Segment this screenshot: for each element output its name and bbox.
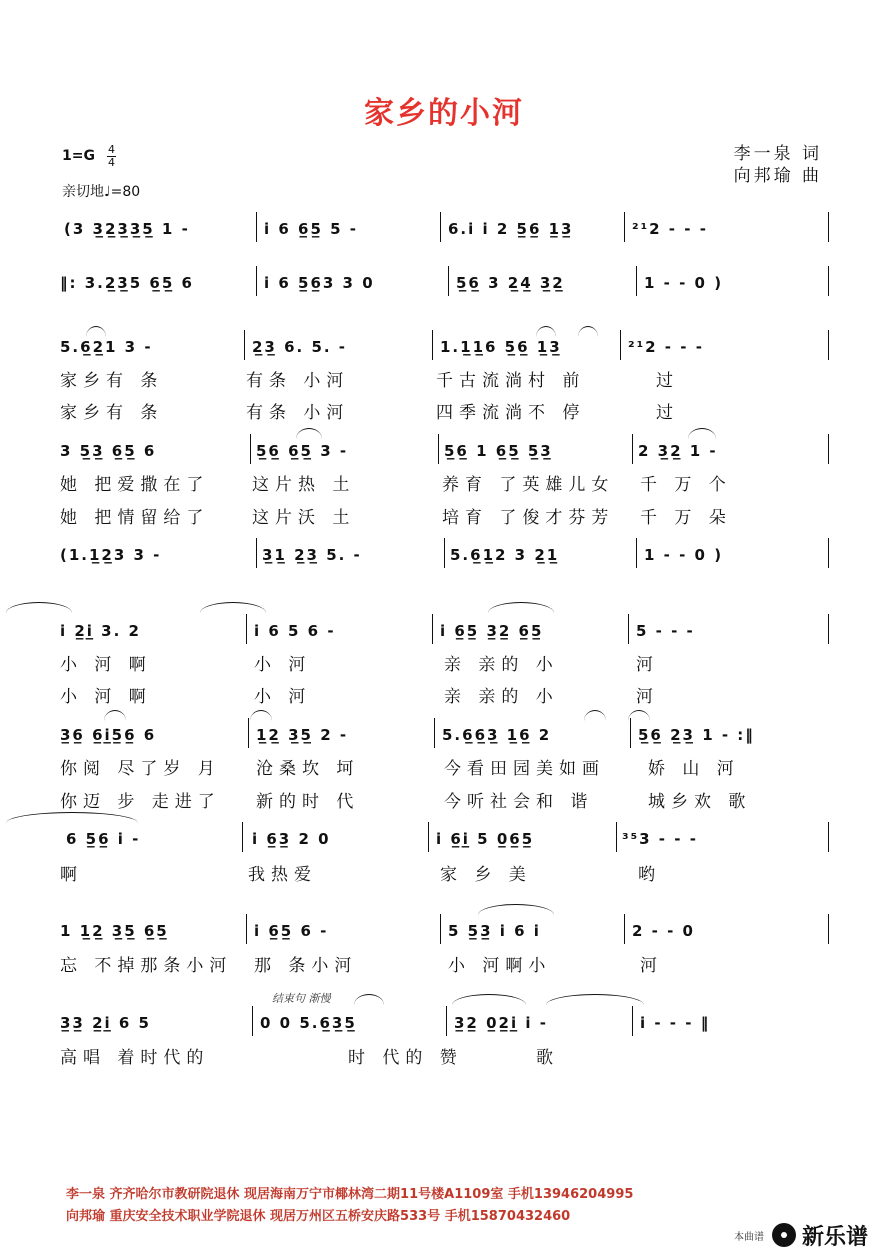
lyric: 啊 (60, 865, 83, 885)
lyric: 今看田园美如画 (444, 759, 605, 779)
lyric: 河 (640, 956, 663, 976)
measure: i - - - ‖ (640, 1014, 711, 1032)
lyric: 你迈 步 走进了 (60, 792, 221, 812)
lyric: 千古流淌村 前 (436, 371, 586, 391)
measure: 5̲6̲ 3 2̲4̲ 3̲2̲ (456, 274, 565, 292)
credits (734, 143, 822, 187)
measure: ³⁵3 - - - (622, 830, 698, 848)
measure: 3 5̲3̲ 6̲5̲ 6 (60, 442, 157, 460)
score-row (60, 442, 830, 466)
score-row (60, 622, 830, 646)
measure: ²¹2 - - - (632, 220, 708, 238)
lyric: 我热爱 (248, 865, 317, 885)
score-row (60, 274, 830, 298)
performance-note: 结束句 渐慢 (272, 992, 331, 1005)
measure: i 6̲5̲ 6 - (254, 922, 329, 940)
measure: 3̲2̲ 0̲2̲i̲ i - (454, 1014, 548, 1032)
measure: 5̲6̲ 1 6̲5̲ 5̲3̲ (444, 442, 553, 460)
measure: 5.6̲6̲3̲ 1̲6̲ 2 (442, 726, 552, 744)
measure: ‖: 3.2̲3̲5 6̲5̲ 6 (60, 274, 194, 292)
measure: 3̲6̲ 6̲i̲5̲6̲ 6 (60, 726, 157, 744)
score-row (60, 1014, 830, 1038)
lyric: 培育 了俊才芬芳 (442, 508, 615, 528)
measure: i 6 6̲5̲ 5 - (264, 220, 359, 238)
lyric: 哟 (638, 865, 661, 885)
score-row (60, 726, 830, 750)
lyric: 小 河 啊 (60, 687, 152, 707)
measure: 5.6̲1̲2 3 2̲1̲ (450, 546, 560, 564)
lyric: 她 把情留给了 (60, 508, 210, 528)
measure: 2̲3̲ 6. 5. - (252, 338, 348, 356)
score-row (60, 922, 830, 946)
lyric: 河 (636, 687, 659, 707)
measure: 1 - - 0 ) (644, 274, 724, 292)
lyric: 歌 (536, 1048, 559, 1068)
score-row (60, 546, 830, 570)
lyric: 千 万 朵 (640, 508, 732, 528)
measure: 0 0 5.6̲3̲5̲ (260, 1014, 357, 1032)
brand-name: 新乐谱 (801, 1224, 868, 1250)
measure: i 6 5̲6̲3 3 0 (264, 274, 375, 292)
lyric: 亲 亲的 小 (444, 655, 559, 675)
lyric: 这片沃 土 (252, 508, 356, 528)
tempo-marking: 亲切地♩=80 (62, 184, 141, 200)
measure: i 6̲i̲ 5 0̲6̲5̲ (436, 830, 535, 848)
measure: i 6̲5̲ 3̲2̲ 6̲5̲ (440, 622, 544, 640)
footer-line: 向邦瑜 重庆安全技术职业学院退休 现居万州区五桥安庆路533号 手机15870432460 (66, 1209, 571, 1224)
score-row (60, 830, 830, 854)
lyric: 家乡有 条 (60, 371, 164, 391)
lyric: 沧桑坎 坷 (256, 759, 360, 779)
lyric: 高唱 着时代的 (60, 1048, 210, 1068)
composer-credit: 向邦瑜 曲 (733, 166, 822, 186)
lyric: 有条 小河 (246, 403, 350, 423)
lyric: 家乡有 条 (60, 403, 164, 423)
measure: ²¹2 - - - (628, 338, 704, 356)
lyric: 娇 山 河 (648, 759, 740, 779)
score-row (60, 338, 830, 362)
measure: 1̲2̲ 3̲5̲ 2 - (256, 726, 349, 744)
brand-logo (734, 1222, 868, 1248)
measure: i 2̲i̲ 3. 2 (60, 622, 141, 640)
measure: 1 1̲2̲ 3̲5̲ 6̲5̲ (60, 922, 169, 940)
lyric: 小 河 (254, 655, 312, 675)
measure: 6.i i 2 5̲6̲ 1̲3̲ (448, 220, 574, 238)
song-title: 家乡的小河 (364, 96, 524, 131)
measure: (3 3̲2̲3̲3̲5̲ 1 - (64, 220, 190, 238)
measure: 3̲3̲ 2̲i̲ 6 5 (60, 1014, 151, 1032)
lyric: 过 (656, 371, 679, 391)
measure: 5̲6̲ 6̲5̲ 3 - (256, 442, 349, 460)
lyric: 城乡欢 歌 (648, 792, 752, 812)
brand-prefix: 本曲谱 (733, 1231, 764, 1243)
time-signature-bottom: 4 (108, 156, 115, 169)
score-row (60, 220, 830, 244)
lyric: 时 代的 赞 (348, 1048, 463, 1068)
lyric: 小 河 啊 (60, 655, 152, 675)
lyric: 这片热 土 (252, 475, 356, 495)
record-disc-icon (772, 1223, 796, 1247)
lyric: 小 河啊小 (448, 956, 552, 976)
measure: 5 - - - (636, 622, 695, 640)
lyricist-credit: 李一泉 词 (733, 144, 822, 164)
lyric: 你阅 尽了岁 月 (60, 759, 221, 779)
lyric: 河 (636, 655, 659, 675)
lyric: 有条 小河 (246, 371, 350, 391)
measure: 6 5̲6̲ i - (66, 830, 141, 848)
lyric: 新的时 代 (256, 792, 360, 812)
lyric: 养育 了英雄儿女 (442, 475, 615, 495)
measure: 5 5̲3̲ i 6 i (448, 922, 541, 940)
lyric: 忘 不掉那条小河 (60, 956, 233, 976)
key-signature: 1=G (62, 148, 95, 164)
measure: 3̲1̲ 2̲3̲ 5. - (262, 546, 362, 564)
footer-line: 李一泉 齐齐哈尔市教研院退休 现居海南万宁市椰林湾二期11号楼A1109室 手机13946204995 (66, 1187, 634, 1202)
lyric: 小 河 (254, 687, 312, 707)
measure: (1.1̲2̲3 3 - (60, 546, 162, 564)
time-signature (107, 144, 116, 169)
lyric: 亲 亲的 小 (444, 687, 559, 707)
measure: 5̲6̲ 2̲3̲ 1 - :‖ (638, 726, 755, 744)
measure: 2 - - 0 (632, 922, 695, 940)
lyric: 那 条小河 (254, 956, 358, 976)
time-signature-top: 4 (108, 143, 115, 156)
lyric: 她 把爱撒在了 (60, 475, 210, 495)
measure: i 6̲3̲ 2 0 (252, 830, 331, 848)
measure: 1.1̲1̲6 5̲6̲ 1̲3̲ (440, 338, 562, 356)
lyric: 千 万 个 (640, 475, 732, 495)
measure: 2 3̲2̲ 1 - (638, 442, 718, 460)
lyric: 过 (656, 403, 679, 423)
contact-footer (66, 1184, 633, 1228)
measure: i 6 5 6 - (254, 622, 336, 640)
measure: 5.6̲2̲1 3 - (60, 338, 153, 356)
lyric: 家 乡 美 (440, 865, 532, 885)
lyric: 四季流淌不 停 (436, 403, 586, 423)
lyric: 今听社会和 谐 (444, 792, 594, 812)
measure: 1 - - 0 ) (644, 546, 724, 564)
